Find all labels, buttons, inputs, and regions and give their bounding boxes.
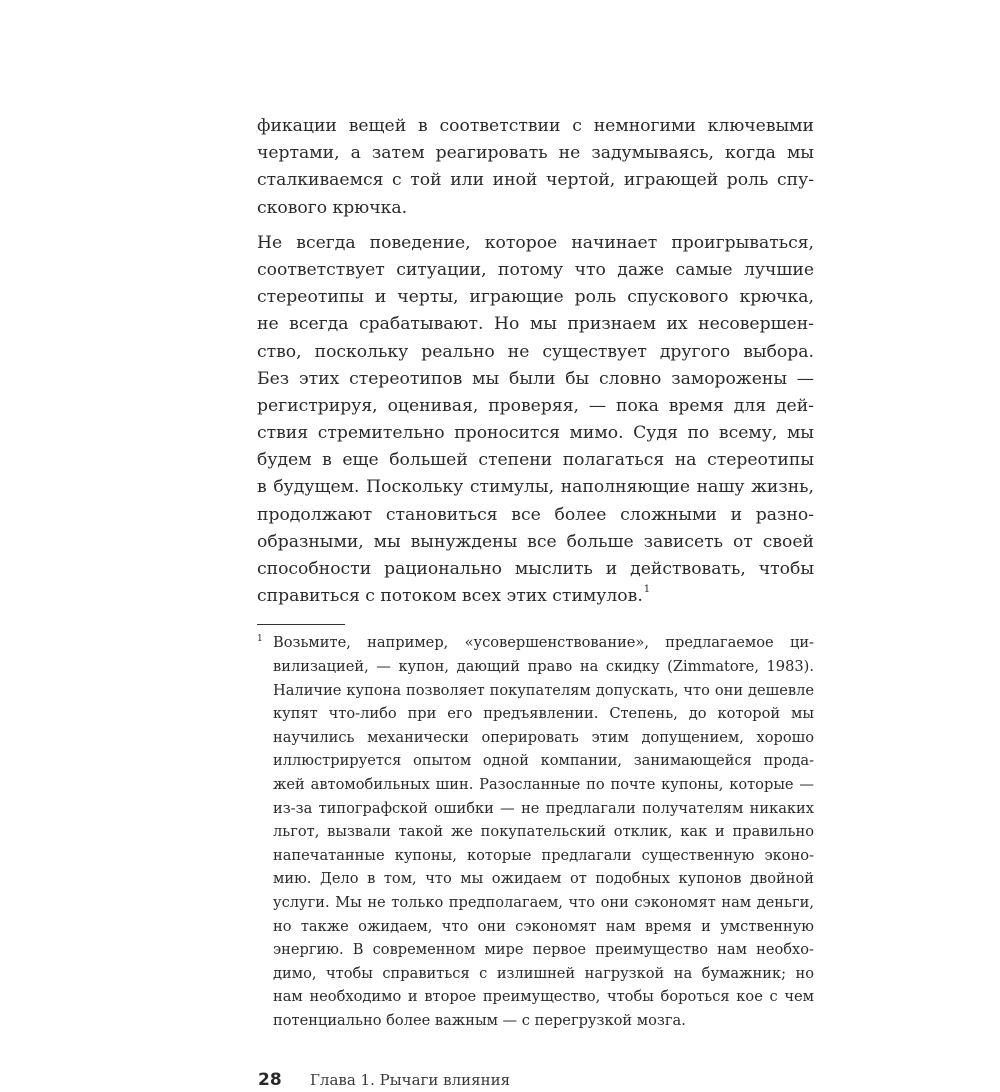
footnote-line: из-за типографской ошибки — не предлагали получателям никаких (273, 799, 814, 817)
footnote-line: научились механически оперировать этим допущением, хорошо (273, 728, 814, 746)
footnote-line: жей автомобильных шин. Разосланные по почте купоны, которые — (273, 775, 814, 793)
footnote-text (273, 631, 814, 1032)
text-line: в будущем. Поскольку стимулы, наполняющие нашу жизнь, (257, 477, 814, 498)
footnote-line: Возьмите, например, «усовершенствование», предлагаемое ци- (273, 634, 814, 652)
text-line: способности рационально мыслить и действовать, чтобы (257, 559, 814, 579)
footnote-line: димо, чтобы справиться с излишней нагрузкой на бумажник; но (273, 964, 814, 982)
text-line: соответствует ситуации, потому что даже самые лучшие (257, 259, 814, 280)
footnote-line: услуги. Мы не только предполагаем, что они сэкономят нам деньги, (273, 893, 814, 911)
footnote-line: энергию. В современном мире первое преимущество нам необхо- (273, 941, 814, 959)
footnote-line: вилизацией, — купон, дающий право на скидку (Zimmatore, 1983). (273, 657, 814, 675)
footnote-line: купят что-либо при его предъявлении. Степень, до которой мы (273, 705, 814, 723)
text-line: скового крючка. (257, 197, 408, 218)
text-line: Без этих стереотипов мы были бы словно заморожены — (257, 368, 814, 389)
footnote-line: потенциально более важным — с перегрузкой мозга. (273, 1011, 686, 1029)
footnote-line: мию. Дело в том, что мы ожидаем от подобных купонов двойной (273, 870, 814, 888)
footnote-line: напечатанные купоны, которые предлагали существенную эконо- (273, 846, 814, 864)
footnote-line: нам необходимо и второе преимущество, чтобы бороться кое с чем (273, 988, 814, 1006)
footnote-divider (257, 624, 345, 625)
text-line: не всегда срабатывают. Но мы признаем их несовершен- (257, 314, 814, 335)
paragraph-2 (257, 230, 814, 611)
text-line: продолжают становиться все более сложными и разно- (257, 504, 814, 525)
footnote-marker: 1 (257, 634, 263, 645)
page-footer (258, 1068, 814, 1092)
running-head: Глава 1. Рычаги влияния (310, 1071, 511, 1090)
text-line: сталкиваемся с той или иной чертой, играющей роль спу- (257, 170, 814, 191)
paragraph-1 (257, 113, 814, 222)
main-text (257, 113, 814, 610)
text-line: фикации вещей в соответствии с немногими ключевыми (257, 116, 814, 136)
page-number: 28 (258, 1070, 282, 1091)
text-line: стереотипы и черты, играющие роль спускового крючка, (257, 287, 814, 308)
text-line-last (257, 583, 814, 610)
footnote-reference[interactable]: 1 (643, 584, 651, 596)
text-line: Не всегда поведение, которое начинает проигрываться, (257, 232, 814, 253)
text-line: чертами, а затем реагировать не задумываясь, когда мы (257, 143, 814, 164)
footnote (257, 631, 814, 1032)
text-column (257, 113, 814, 1092)
footnote-line: иллюстрируется опытом одной компании, занимающейся прода- (273, 752, 814, 770)
text-line: ствия стремительно проносится мимо. Судя по всему, мы (257, 423, 814, 444)
text-line: ство, поскольку реально не существует другого выбора. (257, 341, 814, 362)
footnote-line: но также ожидаем, что они сэкономят нам время и умственную (273, 917, 814, 935)
text-line: образными, мы вынуждены все больше зависеть от своей (257, 531, 814, 552)
text-line: будем в еще большей степени полагаться на стереотипы (257, 450, 814, 471)
footnote-line: льгот, вызвали такой же покупательский отклик, как и правильно (273, 823, 814, 841)
text-line: регистрируя, оценивая, проверяя, — пока время для дей- (257, 395, 814, 416)
text-line-content: справиться с потоком всех этих стимулов. (257, 586, 643, 607)
footnote-line: Наличие купона позволяет покупателям допускать, что они дешевле (273, 681, 814, 699)
